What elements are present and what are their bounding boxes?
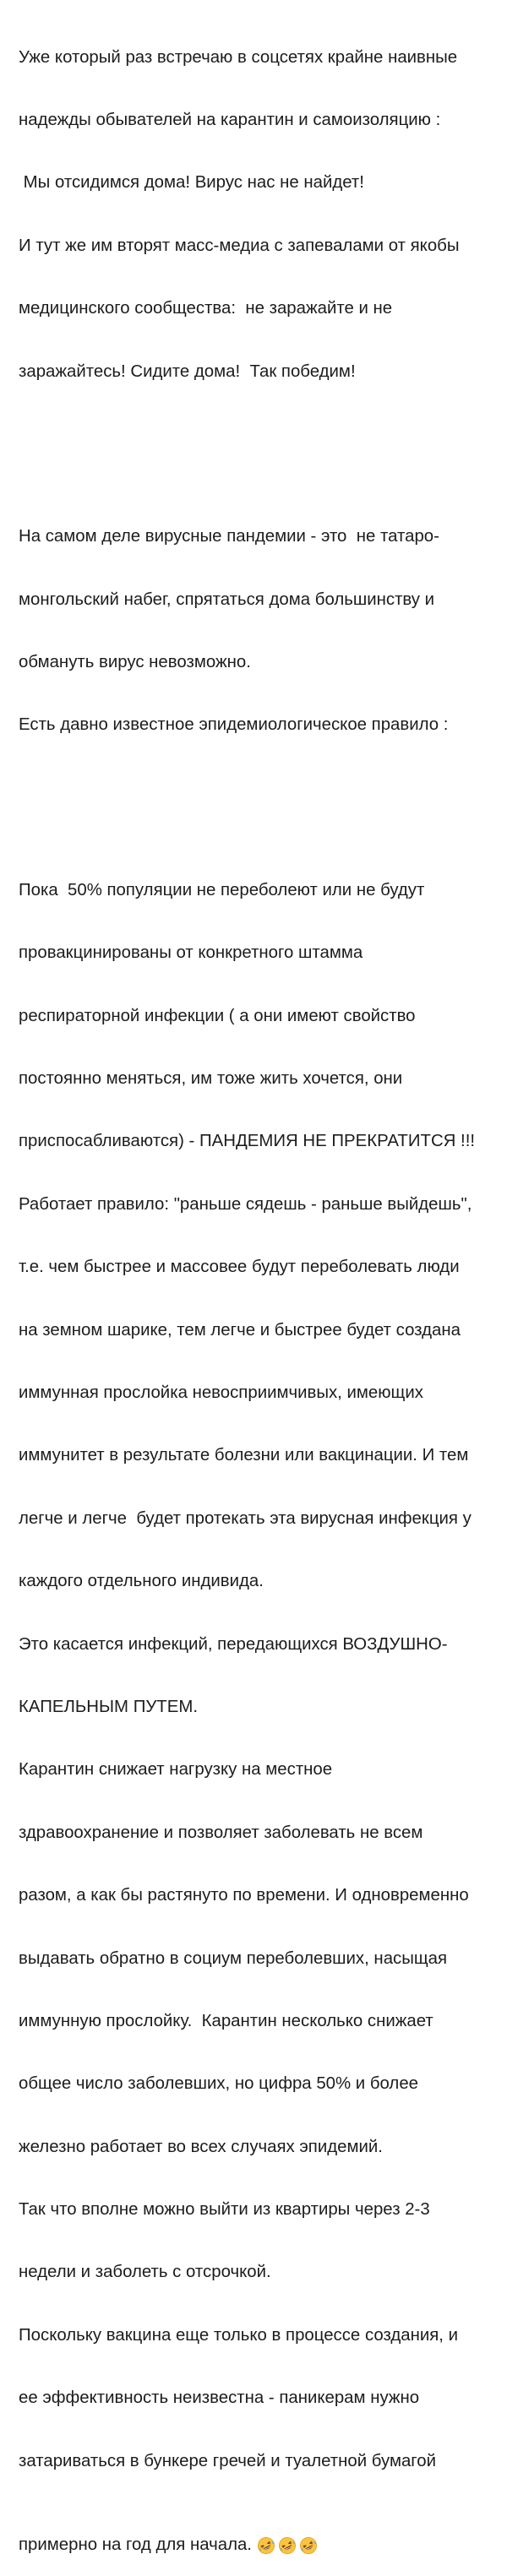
rolling-on-floor-laughing-icon — [278, 2536, 297, 2555]
text-line: иммунитет в результате болезни или вакцинации. И тем — [19, 1446, 469, 1465]
text-line: приспосабливаются) - ПАНДЕМИЯ НЕ ПРЕКРАТИТСЯ !!! — [19, 1132, 476, 1151]
text-line: И тут же им вторят масс-медиа с запевалами от якобы — [19, 236, 460, 255]
text-line: Поскольку вакцина еще только в процессе создания, и — [19, 2325, 459, 2345]
text-line: на земном шарике, тем легче и быстрее будет создана — [19, 1320, 461, 1340]
text-line: Пока 50% популяции не переболеют или не будут — [19, 880, 425, 899]
rolling-on-floor-laughing-icon — [299, 2536, 318, 2555]
rolling-on-floor-laughing-icon — [257, 2536, 275, 2555]
post-text — [19, 5, 492, 2576]
text-line: Карантин снижает нагрузку на местное — [19, 1760, 333, 1780]
text-line: На самом деле вирусные пандемии - это не татаро- — [19, 527, 439, 546]
text-line: Уже который раз встречаю в соцсетях крайне наивные — [19, 47, 458, 67]
text-line: железно работает во всех случаях эпидемий. — [19, 2137, 383, 2156]
text-line: Мы отсидимся дома! Вирус нас не найдет! — [19, 173, 364, 193]
paragraph-gap — [19, 445, 492, 464]
text-line: недели и заболеть с отсрочкой. — [19, 2263, 271, 2282]
text-line: общее число заболевших, но цифра 50% и более — [19, 2074, 418, 2094]
text-line: КАПЕЛЬНЫМ ПУТЕМ. — [19, 1697, 199, 1716]
emoji-row — [257, 2535, 320, 2556]
text-line: разом, а как бы растянуто по времени. И одновременно — [19, 1886, 469, 1905]
text-line: ее эффективность неизвестна - паникерам нужно — [19, 2389, 420, 2408]
last-line-text: примерно на год для начала. — [19, 2535, 252, 2554]
text-line: респираторной инфекции ( а они имеют свойство — [19, 1006, 416, 1025]
text-line: обмануть вирус невозможно. — [19, 652, 251, 671]
text-line: постоянно меняться, им тоже жить хочется, они — [19, 1069, 403, 1089]
text-line: монгольский набег, спрятаться дома большинству и — [19, 590, 435, 609]
text-line: каждого отдельного индивида. — [19, 1572, 264, 1591]
text-line: иммунная прослойка невосприимчивых, имеющих — [19, 1383, 423, 1402]
text-line: иммунную прослойку. Карантин несколько снижает — [19, 2011, 433, 2030]
text-line: Это касается инфекций, передающихся ВОЗДУШНО- — [19, 1634, 448, 1654]
paragraph-gap — [19, 798, 492, 817]
text-line: легче и легче будет протекать эта вирусная инфекция у — [19, 1508, 472, 1528]
text-line: заражайтесь! Сидите дома! Так победим! — [19, 361, 356, 381]
text-line: здравоохранение и позволяет заболевать не всем — [19, 1823, 423, 1842]
text-line: Есть давно известное эпидемиологическое правило : — [19, 715, 449, 735]
text-line: надежды обывателей на карантин и самоизоляцию : — [19, 110, 441, 129]
text-line: Так что вполне можно выйти из квартиры через 2-3 — [19, 2200, 430, 2220]
text-line: медицинского сообщества: не заражайте и не — [19, 299, 393, 318]
text-line: провакцинированы от конкретного штамма — [19, 943, 363, 963]
text-line-last — [19, 2535, 492, 2556]
text-line: т.е. чем быстрее и массовее будут переболевать люди — [19, 1258, 460, 1277]
text-line: выдавать обратно в социум переболевших, насыщая — [19, 1948, 448, 1968]
text-line: Работает правило: "раньше сядешь - раньше выйдешь", — [19, 1194, 472, 1214]
text-line: затариваться в бункере гречей и туалетной бумагой — [19, 2451, 437, 2470]
